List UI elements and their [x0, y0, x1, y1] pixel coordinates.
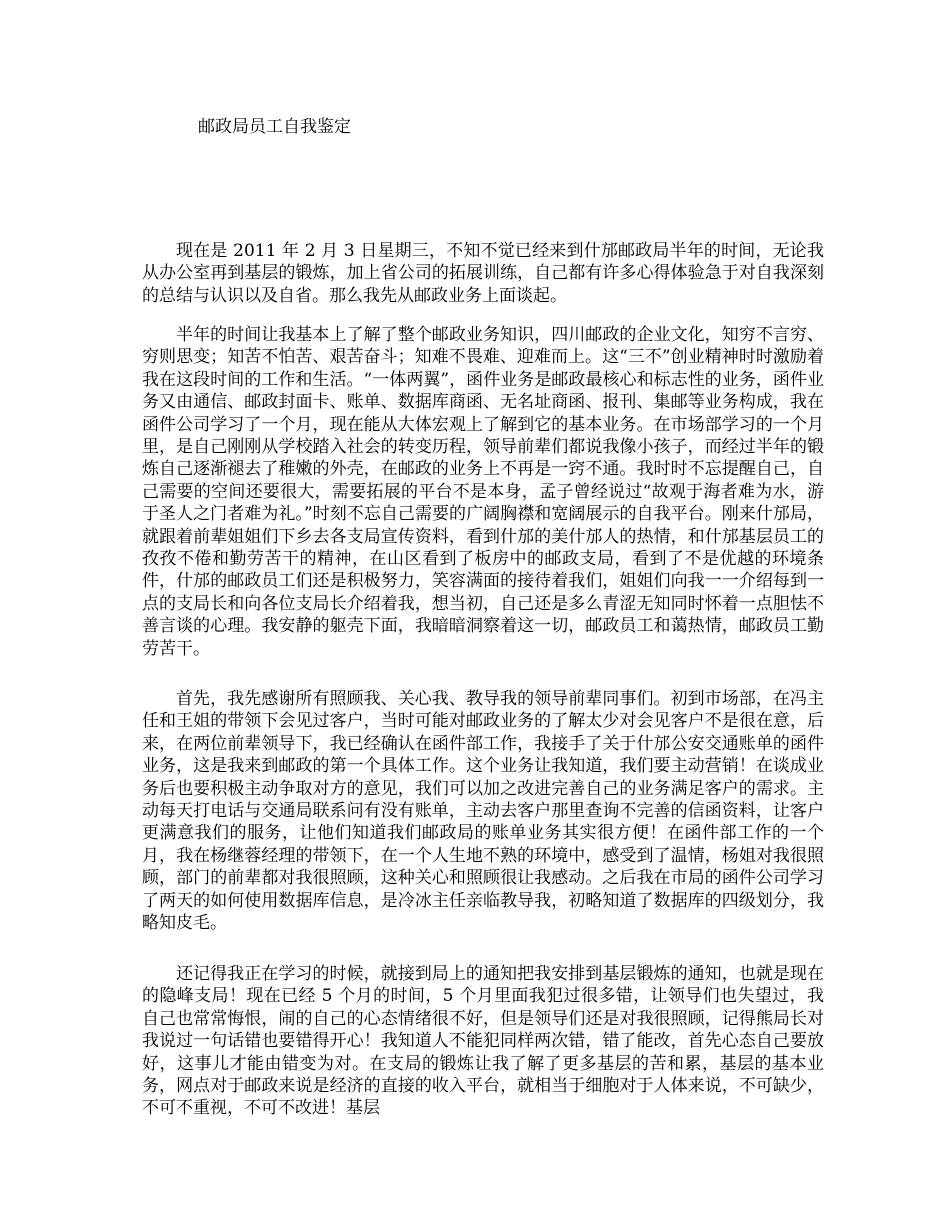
paragraph-gratitude: 首先，我先感谢所有照顾我、关心我、教导我的领导前辈同事们。初到市场部，在冯主任和王姐的带领下会见过客户，当时可能对邮政业务的了解太少对会见客户不是很在意，后来，在两位前辈领导下，我已经确认在函件部工作，我接手了关于什邡公安交通账单的函件业务，这是我来到邮政的第一个具体工作。这个业务让我知道，我们要主动营销！在谈成业务后也要积极主动争取对方的意见，我们可以加之改进完善自己的业务满足客户的需求。主动每天打电话与交通局联系问有没有账单，主动去客户那里查询不完善的信函资料，让客户更满意我们的服务，让他们知道我们邮政局的账单业务其实很方便！在函件部工作的一个月，我在杨继蓉经理的带领下，在一个人生地不熟的环境中，感受到了温情，杨姐对我很照顾，部门的前辈都对我很照顾，这种关心和照顾很让我感动。之后我在市局的函件公司学习了两天的如何使用数据库信息，是冷冰主任亲临教导我，初略知道了数据库的四级划分，我略知皮毛。 [142, 689, 824, 934]
paragraph-business-knowledge: 半年的时间让我基本上了解了整个邮政业务知识，四川邮政的企业文化，知穷不言穷、穷则思变；知苦不怕苦、艰苦奋斗；知难不畏难、迎难而上。这“三不”创业精神时时激励着我在这段时间的工作和生活。“一体两翼”，函件业务是邮政最核心和标志性的业务，函件业务又由通信、邮政封面卡、账单、数据库商函、无名址商函、报刊、集邮等业务构成，我在函件公司学习了一个月，现在能从大体宏观上了解到它的基本业务。在市场部学习的一个月里，是自己刚刚从学校踏入社会的转变历程，领导前辈们都说我像小孩子，而经过半年的锻炼自己逐渐褪去了稚嫩的外壳，在邮政的业务上不再是一窍不通。我时时不忘提醒自己，自己需要的空间还要很大，需要拓展的平台不是本身，孟子曾经说过“故观于海者难为水，游于圣人之门者难为礼。”时刻不忘自己需要的广阔胸襟和宽阔展示的自我平台。刚来什邡局，就跟着前辈姐姐们下乡去各支局宣传资料，看到什邡的美什邡人的热情，和什邡基层员工的孜孜不倦和勤劳苦干的精神，在山区看到了板房中的邮政支局，看到了不是优越的环境条件，什邡的邮政员工们还是积极努力，笑容满面的接待着我们，姐姐们向我一一介绍每到一点的支局长和向各位支局长介绍着我，想当初，自己还是多么青涩无知同时怀着一点胆怯不善言谈的心理。我安静的躯壳下面，我暗暗洞察着这一切，邮政员工和蔼热情，邮政员工勤劳苦干。 [142, 325, 824, 659]
paragraph-intro: 现在是 2011 年 2 月 3 日星期三，不知不觉已经来到什邡邮政局半年的时间，无论我从办公室再到基层的锻炼，加上省公司的拓展训练，自己都有许多心得体验急于对自我深刻的总结与认识以及自省。那么我先从邮政业务上面谈起。 [142, 241, 824, 306]
document-title: 邮政局员工自我鉴定 [198, 117, 351, 137]
paragraph-grassroots: 还记得我正在学习的时候，就接到局上的通知把我安排到基层锻炼的通知，也就是现在的隐峰支局！现在已经 5 个月的时间，5 个月里面我犯过很多错，让领导们也失望过，我自己也常常悔恨，闹的自己的心态情绪很不好，但是领导们还是对我很照顾，记得熊局长对我说过一句话错也要错得开心！我知道人不能犯同样两次错，错了能改，首先心态自己要放好，这事儿才能由错变为对。在支局的锻炼让我了解了更多基层的苦和累，基层的基本业务，网点对于邮政来说是经济的直接的收入平台，就相当于细胞对于人体来说，不可缺少，不可不重视，不可不改进！基层 [142, 964, 824, 1119]
